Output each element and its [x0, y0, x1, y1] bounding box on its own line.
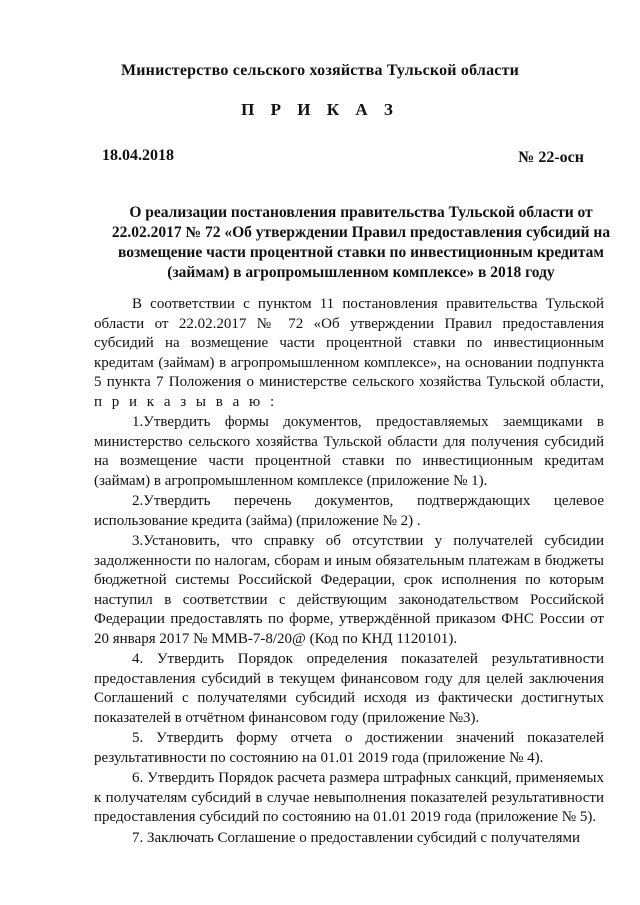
order-item-1: 1.Утвердить формы документов, предоставляемых заемщиками в министерство сельского хозяйства Тульской области для получения субсидий на возмещение части процентной ставки по инвестиционным кредитам (займам) в агропромышленном комплексе (приложение № 1).	[94, 414, 604, 489]
ministry-name: Министерство сельского хозяйства Тульской области	[120, 62, 520, 79]
order-item-2: 2.Утвердить перечень документов, подтверждающих целевое использование кредита (займа) (приложение № 2) .	[94, 493, 604, 529]
preamble-text: В соответствии с пунктом 11 постановления правительства Тульской области от 22.02.2017 № 72 «Об утверждении Правил предоставления субсидий на возмещение части процентной ставки по инвестиционным кредитам (займам) в агропромышленном комплексе», на основании подпункта 5 пункта 7 Положения о министерстве сельского хозяйства Тульской области,	[94, 296, 604, 390]
subject-line: (займам) в агропромышленном комплексе» в 2018 году	[167, 264, 555, 281]
preamble-paragraph	[94, 295, 604, 412]
order-item-3: 3.Установить, что справку об отсутствии у получателей субсидии задолженности по налогам, сборам и иным обязательным платежам в бюджеты бюджетной системы Российской Федерации, срок исполнения по которым наступил в соответствии с действующим законодательством Российской Федерации предоставлять по форме, утверждённой приказом ФНС России от 20 января 2017 № ММВ-7-8/20@ (Код по КНД 1120101).	[94, 533, 604, 647]
document-type-title: П Р И К А З	[241, 100, 399, 119]
subject-line: возмещение части процентной ставки по инвестиционным кредитам	[118, 244, 604, 261]
order-item-4: 4. Утвердить Порядок определения показателей результативности предоставления субсидий в текущем финансовом году для целей заключения Соглашений с получателями субсидий исходя из фактически достигнутых показателей в отчётном финансовом году (приложение №3).	[94, 651, 604, 726]
order-item-7: 7. Заключать Соглашение о предоставлении субсидий с получателями	[132, 829, 581, 846]
order-date: 18.04.2018	[102, 147, 174, 164]
subject-line: 22.02.2017 № 72 «Об утверждении Правил предоставления субсидий на	[111, 224, 611, 241]
order-item-6: 6. Утвердить Порядок расчета размера штрафных санкций, применяемых к получателям субсидий в случае невыполнения показателей результативности предоставления субсидий по состоянию на 01.01 2019 года (приложение № 5).	[94, 770, 604, 825]
order-subject	[96, 203, 626, 283]
order-body	[94, 295, 604, 848]
order-word: п р и к а з ы в а ю :	[94, 393, 278, 410]
subject-line: О реализации постановления правительства Тульской области от	[129, 204, 593, 221]
order-item-5: 5. Утвердить форму отчета о достижении значений показателей результативности по состоянию на 01.01 2019 года (приложение № 4).	[94, 730, 604, 766]
order-number: № 22-осн	[518, 149, 584, 166]
